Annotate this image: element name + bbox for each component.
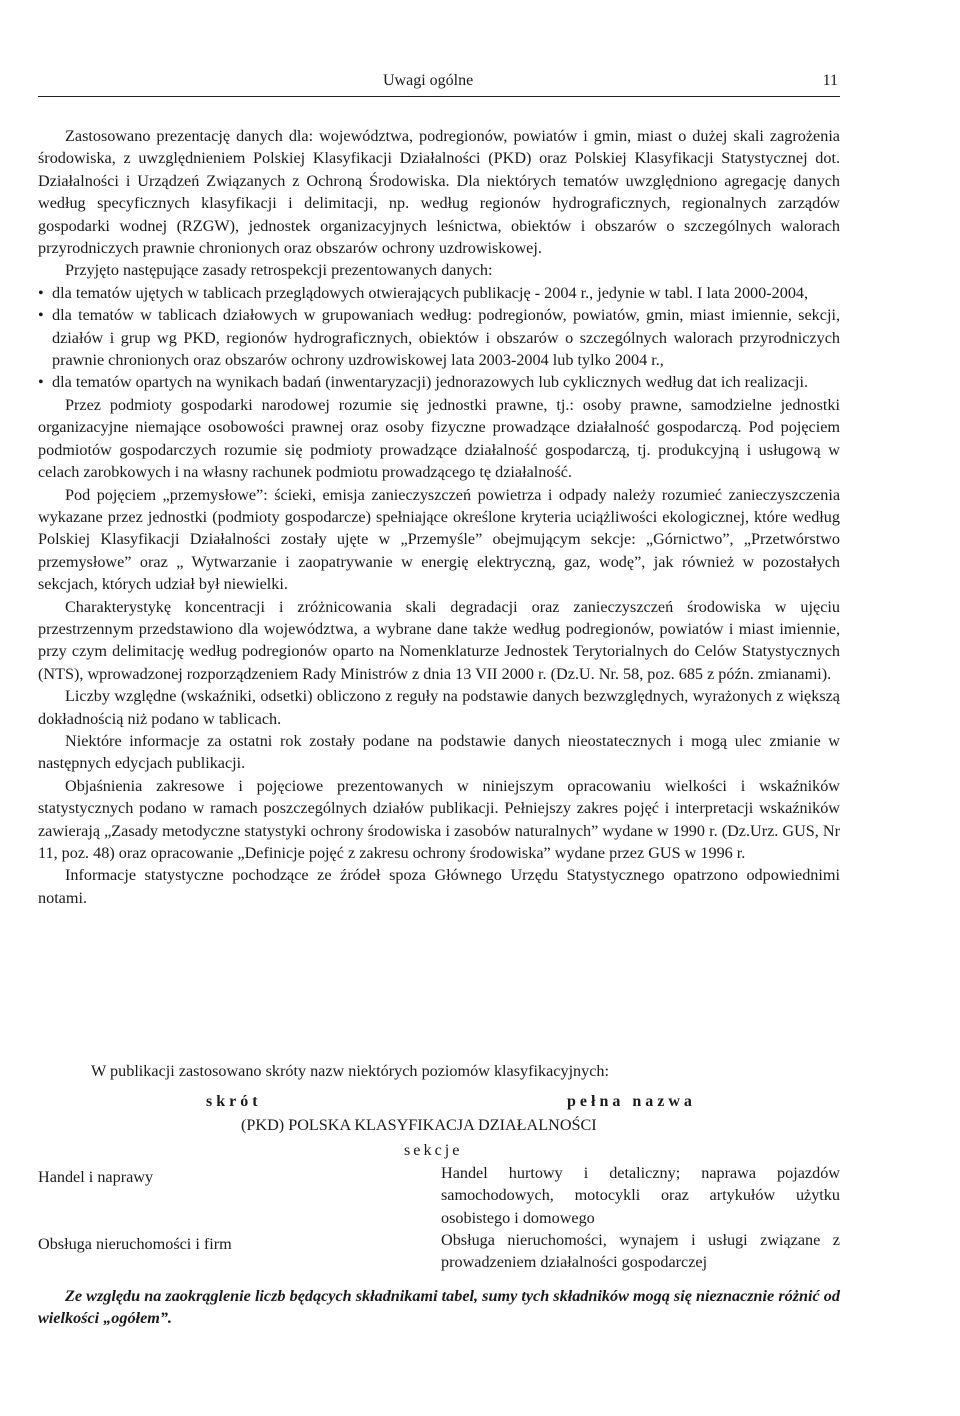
running-header <box>38 70 840 97</box>
paragraph-economic-entities: Przez podmioty gospodarki narodowej rozumie się jednostki prawne, tj.: osoby prawne, samodzielne jednostki organizacyjne niemające osobowości prawnej oraz osoby fizyczne prowadzące działalność gospodarczą. Pod pojęciem podmiotów gospodarczych rozumie się podmioty prowadzące działalność gospodarczą, tj. produkcyjną i usługową w celach zarobkowych i na własny rachunek podmiotu prowadzącego tę działalność. <box>38 395 840 482</box>
retrospection-list <box>38 282 840 394</box>
document-page <box>38 0 840 1416</box>
abbreviation-short: Handel i naprawy <box>38 1168 154 1186</box>
paragraph-industrial: Pod pojęciem „przemysłowe”: ścieki, emisja zanieczyszczeń powietrza i odpady należy rozumieć zanieczyszczenia wykazane przez jednostki (podmioty gospodarcze) spełniające określone kryteria uciążliwości ekologicznej, które według Polskiej Klasyfikacji Działalności zostały ujęte w „Przemyśle” obejmującym sekcje: „Górnictwo”, „Przetwórstwo przemysłowe” oraz „ Wytwarzanie i zaopatrywanie w energię elektryczną, gaz, wodę”, jak również w pozostałych sekcjach, których udział był niewielki. <box>38 485 840 594</box>
abbreviation-full: Handel hurtowy i detaliczny; naprawa pojazdów samochodowych, motocykli oraz artykułów użytku osobistego i domowego <box>441 1164 840 1227</box>
bullet-icon: • <box>38 373 44 392</box>
abbreviation-short: Obsługa nieruchomości i firm <box>38 1235 232 1253</box>
page-number: 11 <box>822 72 838 89</box>
paragraph-retrospection-intro: Przyjęto następujące zasady retrospekcji prezentowanych danych: <box>65 261 493 280</box>
classification-title: (PKD) POLSKA KLASYFIKACJA DZIAŁALNOŚCI <box>241 1116 597 1134</box>
abbreviations-column-full: pełna nazwa <box>567 1093 696 1110</box>
paragraph-spatial-characteristics: Charakterystykę koncentracji i zróżnicowania skali degradacji oraz zanieczyszczeń środowiska w ujęciu przestrzennym przedstawiono dla województwa, a wybrane dane także według podregionów, powiatów i miast imiennie, przy czym delimitację według podregionów oparto na Nomenklaturze Jednostek Terytorialnych do Celów Statystycznych (NTS), wprowadzonej rozporządzeniem Rady Ministrów z dnia 13 VII 2000 r. (Dz.U. Nr. 58, poz. 685 z późn. zmianami). <box>38 597 840 683</box>
paragraph-external-sources: Informacje statystyczne pochodzące ze źródeł spoza Głównego Urzędu Statystycznego opatrzono odpowiednimi notami. <box>38 866 840 907</box>
rounding-note <box>38 1285 840 1330</box>
bullet-icon: • <box>38 283 44 302</box>
bullet-icon: • <box>38 306 44 325</box>
list-item-text: dla tematów w tablicach działowych w grupowaniach według: podregionów, powiatów, gmin, miast imiennie, sekcji, działów i grup wg PKD, regionów hydrograficznych, obiektów i obszarów o szczególnych walorach przyrodniczych prawnie chronionych oraz obszarów ochrony uzdrowiskowej lata 2003-2004 lub tylko 2004 r., <box>52 306 840 370</box>
list-item-text: dla tematów opartych na wynikach badań (inwentaryzacji) jednorazowych lub cyklicznych według dat ich realizacji. <box>52 373 808 392</box>
paragraph-relative-numbers: Liczby względne (wskaźniki, odsetki) obliczono z reguły na podstawie danych bezwzględnych, wyrażonych z większą dokładnością niż podano w tablicach. <box>38 687 840 728</box>
header-title: Uwagi ogólne <box>383 72 474 89</box>
paragraph-preliminary-data: Niektóre informacje za ostatni rok zostały podane na podstawie danych nieostatecznych i mogą ulec zmianie w następnych edycjach publikacji. <box>38 731 840 773</box>
paragraph-data-presentation: Zastosowano prezentację danych dla: województwa, podregionów, powiatów i gmin, miast o dużej skali zagrożenia środowiska, z uwzględnieniem Polskiej Klasyfikacji Działalności (PKD) oraz Polskiej Klasyfikacji Statystycznej dot. Działalności i Urządzeń Związanych z Ochroną Środowiska. Dla niektórych tematów uwzględniono agregację danych według specyficznych klasyfikacji i delimitacji, np. według regionów hydrograficznych, regionalnych zarządów gospodarki wodnej (RZGW), jednostek organizacyjnych leśnictwa, obiektów i obszarów o szczególnych walorach przyrodniczych prawnie chronionych oraz obszarów ochrony uzdrowiskowej. <box>38 127 840 258</box>
list-item-text: dla tematów ujętych w tablicach przeglądowych otwierających publikację - 2004 r., jedynie w tabl. I lata 2000-2004, <box>52 283 809 302</box>
paragraph-explanations: Objaśnienia zakresowe i pojęciowe prezentowanych w niniejszym opracowaniu wielkości i wskaźników statystycznych podano w ramach poszczególnych działów publikacji. Pełniejszy zakres pojęć i interpretacji wskaźników zawierają „Zasady metodyczne statystyki ochrony środowiska i zasobów naturalnych” wydane w 1990 r. (Dz.Urz. GUS, Nr 11, poz. 48) oraz opracowanie „Definicje pojęć z zakresu ochrony środowiska” wydane przez GUS w 1996 r. <box>38 776 840 862</box>
list-item <box>38 371 840 393</box>
list-item <box>38 304 840 371</box>
abbreviation-full: Obsługa nieruchomości, wynajem i usługi związane z prowadzeniem działalności gospodarczej <box>441 1231 840 1272</box>
rounding-note-text: Ze względu na zaokrąglenie liczb będących składnikami tabel, sumy tych składników mogą się nieznacznie różnić od wielkości „ogółem”. <box>38 1287 840 1328</box>
list-item <box>38 282 840 304</box>
body-text <box>38 125 840 909</box>
abbreviations-intro: W publikacji zastosowano skróty nazw niektórych poziomów klasyfikacyjnych: <box>91 1062 610 1080</box>
sections-label: sekcje <box>404 1141 463 1159</box>
abbreviations-column-short: skrót <box>206 1093 262 1110</box>
